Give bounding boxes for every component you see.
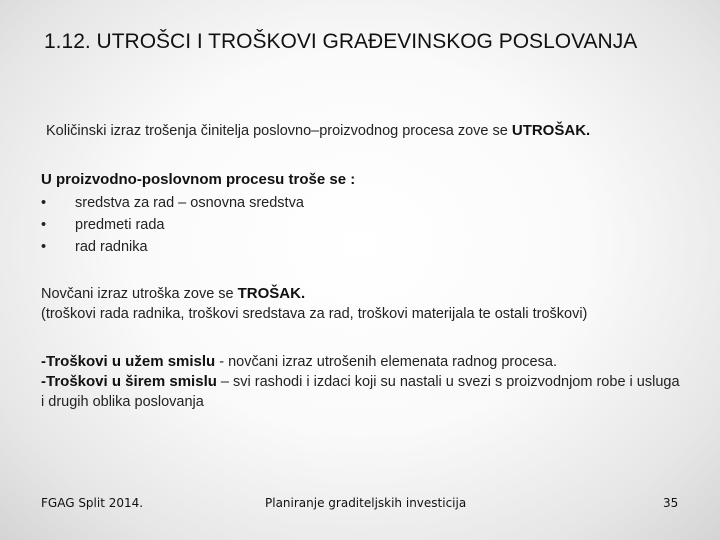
bullet-list [41,192,304,258]
narrow-term: -Troškovi u užem smislu [41,353,216,370]
footer-center: Planiranje graditeljskih investicija [265,496,467,510]
list-item [41,214,304,236]
list-item [41,192,304,214]
cost-term: TROŠAK. [237,285,306,302]
cost-paragraph [41,284,587,324]
intro-term: UTROŠAK. [511,122,591,139]
bullet-icon: • [41,239,47,255]
slide-title: 1.12. UTROŠCI I TROŠKOVI GRAĐEVINSKOG POSLOVANJA [44,30,638,53]
list-heading: U proizvodno-poslovnom procesu troše se : [41,171,356,188]
list-item [41,236,304,258]
bullet-text: predmeti rada [75,217,165,233]
cost-text: Novčani izraz utroška zove se [41,286,238,302]
bullet-icon: • [41,217,47,233]
narrow-text: - novčani izraz utrošenih elemenata radnog procesa. [215,354,557,370]
footer-left: FGAG Split 2014. [41,496,144,510]
broad-term: -Troškovi u širem smislu [41,373,217,390]
page-number: 35 [663,496,679,510]
bullet-text: rad radnika [75,239,148,255]
definitions-paragraph [41,352,681,412]
broad-text: – svi rashodi i izdaci koji su nastali u svezi s proizvodnjom robe i usluga i drugih oblika poslovanja [41,374,680,410]
cost-note: (troškovi rada radnika, troškovi sredstava za rad, troškovi materijala te ostali troškovi) [41,306,588,322]
bullet-text: sredstva za rad – osnovna sredstva [75,195,304,211]
intro-paragraph [46,121,590,141]
intro-text: Količinski izraz trošenja činitelja poslovno–proizvodnog procesa zove se [46,123,512,139]
bullet-icon: • [41,195,47,211]
